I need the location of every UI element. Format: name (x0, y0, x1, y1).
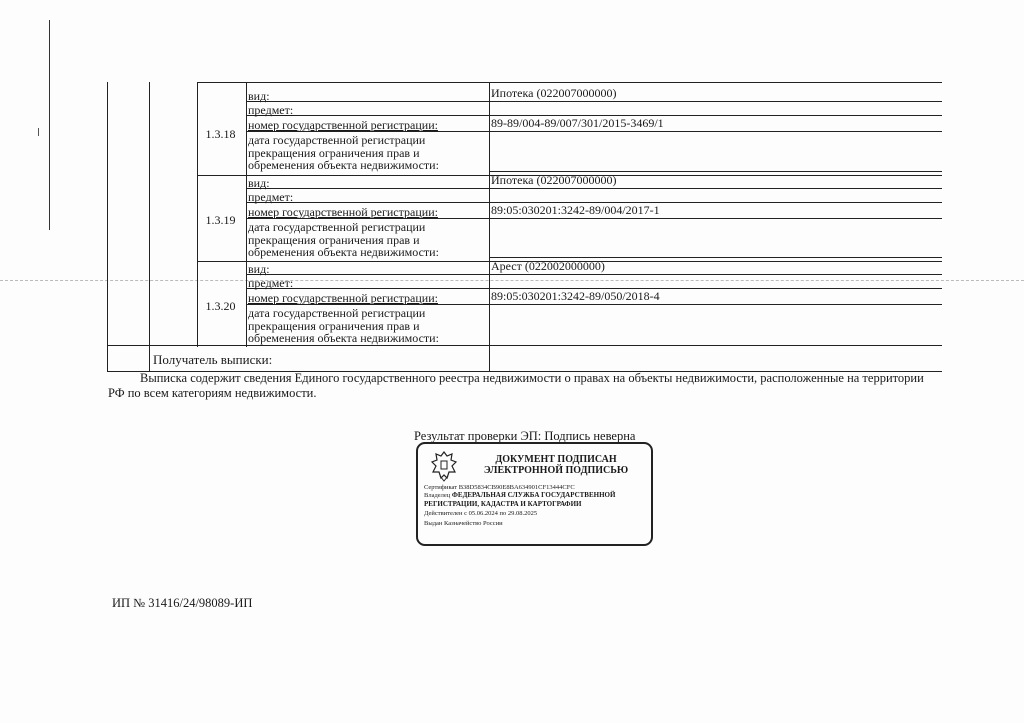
label-termdate: дата государственной регистрации прекращения ограничения прав и обременения объекта недвижимости: (248, 133, 439, 172)
recipient-label: Получатель выписки: (153, 352, 273, 367)
label-type: вид: (248, 176, 270, 190)
margin-line (49, 20, 50, 230)
label-termdate: дата государственной регистрации прекращения ограничения прав и обременения объекта недвижимости: (248, 306, 439, 345)
value-type: Арест (022002000000) (491, 259, 605, 273)
label-type: вид: (248, 262, 270, 276)
record-number: 1.3.20 (205, 299, 236, 313)
label-termdate: дата государственной регистрации прекращения ограничения прав и обременения объекта недвижимости: (248, 220, 439, 259)
coat-of-arms-icon (430, 450, 458, 482)
value-regnum: 89-89/004-89/007/301/2015-3469/1 (491, 116, 664, 130)
enforcement-case-number: ИП № 31416/24/98089-ИП (112, 596, 253, 610)
certificate-issuer: Выдан Казначейство России (424, 520, 503, 527)
value-regnum: 89:05:030201:3242-89/050/2018-4 (491, 289, 660, 303)
certificate-number: Сертификат B38D5834CB90E8BA634901CF13444CFC (424, 484, 575, 491)
stamp-title: ДОКУМЕНТ ПОДПИСАН ЭЛЕКТРОННОЙ ПОДПИСЬЮ (483, 454, 629, 476)
encumbrance-table (107, 82, 942, 372)
record-number: 1.3.19 (205, 213, 236, 227)
signature-check-result: Результат проверки ЭП: Подпись неверна (414, 429, 636, 443)
value-type: Ипотека (022007000000) (491, 173, 617, 187)
certificate-owner-cont: РЕГИСТРАЦИИ, КАДАСТРА И КАРТОГРАФИИ (424, 500, 582, 508)
record-number: 1.3.18 (205, 127, 236, 141)
label-regnum: номер государственной регистрации: (248, 205, 438, 219)
label-type: вид: (248, 89, 270, 103)
value-type: Ипотека (022007000000) (491, 86, 617, 100)
certificate-validity: Действителен с 05.06.2024 по 29.08.2025 (424, 510, 538, 517)
margin-mark (38, 128, 39, 136)
label-subject: предмет: (248, 190, 294, 204)
extract-note: Выписка содержит сведения Единого государственного реестра недвижимости о правах на объекты недвижимости, расположенные на территории РФ по всем категориям недвижимости. (108, 371, 924, 400)
label-subject: предмет: (248, 276, 294, 290)
label-regnum: номер государственной регистрации: (248, 291, 438, 305)
label-regnum: номер государственной регистрации: (248, 118, 438, 132)
certificate-owner: Владелец ФЕДЕРАЛЬНАЯ СЛУЖБА ГОСУДАРСТВЕННОЙ (424, 491, 616, 499)
electronic-signature-stamp (416, 442, 653, 546)
label-subject: предмет: (248, 103, 294, 117)
value-regnum: 89:05:030201:3242-89/004/2017-1 (491, 203, 660, 217)
